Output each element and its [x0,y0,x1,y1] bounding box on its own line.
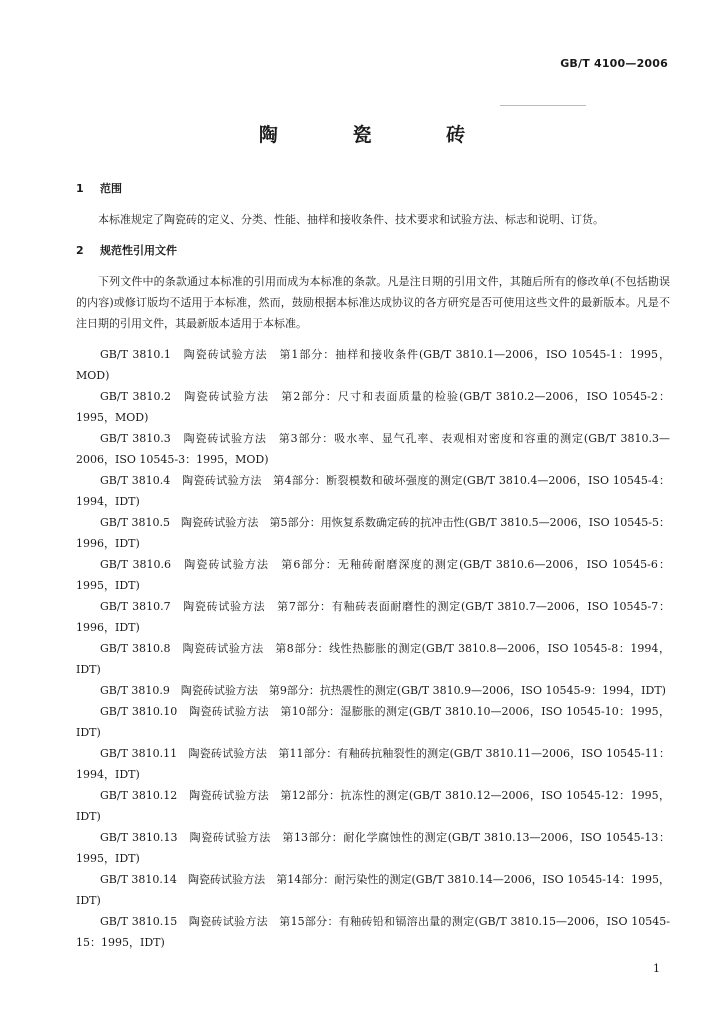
reference-item: GB/T 3810.12 陶瓷砖试验方法 第12部分：抗冻性的测定(GB/T 3810.12—2006，ISO 10545-12：1995，IDT) [76,789,670,823]
section-2-paragraph: 下列文件中的条款通过本标准的引用而成为本标准的条款。凡是注日期的引用文件，其随后所有的修改单(不包括勘误的内容)或修订版均不适用于本标准，然而，鼓励根据本标准达成协议的各方研究是否可使用这些文件的最新版本。凡是不注日期的引用文件，其最新版本适用于本标准。 [76,275,670,330]
section-2-number: 2 [76,244,84,257]
reference-item: GB/T 3810.5 陶瓷砖试验方法 第5部分：用恢复系数确定砖的抗冲击性(GB/T 3810.5—2006，ISO 10545-5：1996，IDT) [76,516,670,550]
section-2-heading [76,240,670,261]
reference-item: GB/T 3810.1 陶瓷砖试验方法 第1部分：抽样和接收条件(GB/T 3810.1—2006，ISO 10545-1：1995，MOD) [76,348,670,382]
section-1-paragraph: 本标准规定了陶瓷砖的定义、分类、性能、抽样和接收条件、技术要求和试验方法、标志和说明、订货。 [98,213,604,226]
reference-item: GB/T 3810.8 陶瓷砖试验方法 第8部分：线性热膨胀的测定(GB/T 3810.8—2006，ISO 10545-8：1994，IDT) [76,642,670,676]
standard-number-header: GB/T 4100—2006 [560,57,668,70]
page-number: 1 [653,962,660,975]
reference-item: GB/T 3810.15 陶瓷砖试验方法 第15部分：有釉砖铅和镉溶出量的测定(GB/T 3810.15—2006，ISO 10545-15：1995，IDT) [76,915,670,949]
reference-item: GB/T 3810.13 陶瓷砖试验方法 第13部分：耐化学腐蚀性的测定(GB/T 3810.13—2006，ISO 10545-13：1995，IDT) [76,831,670,865]
reference-item: GB/T 3810.7 陶瓷砖试验方法 第7部分：有釉砖表面耐磨性的测定(GB/T 3810.7—2006，ISO 10545-7：1996，IDT) [76,600,670,634]
section-2-title: 规范性引用文件 [100,244,177,257]
document-body [76,178,670,953]
reference-item: GB/T 3810.6 陶瓷砖试验方法 第6部分：无釉砖耐磨深度的测定(GB/T 3810.6—2006，ISO 10545-6：1995，IDT) [76,558,670,592]
reference-list [76,344,670,953]
reference-item: GB/T 3810.10 陶瓷砖试验方法 第10部分：湿膨胀的测定(GB/T 3810.10—2006，ISO 10545-10：1995，IDT) [76,705,670,739]
document-title: 陶 瓷 砖 [258,124,500,146]
reference-item: GB/T 3810.4 陶瓷砖试验方法 第4部分：断裂模数和破坏强度的测定(GB/T 3810.4—2006，ISO 10545-4：1994，IDT) [76,474,670,508]
reference-item: GB/T 3810.3 陶瓷砖试验方法 第3部分：吸水率、显气孔率、表观相对密度和容重的测定(GB/T 3810.3—2006，ISO 10545-3：1995，MOD) [76,432,670,466]
header-divider [500,105,586,106]
section-1-title: 范围 [100,182,122,195]
section-1-heading [76,178,670,199]
reference-item: GB/T 3810.11 陶瓷砖试验方法 第11部分：有釉砖抗釉裂性的测定(GB/T 3810.11—2006，ISO 10545-11：1994，IDT) [76,747,670,781]
section-1-number: 1 [76,182,84,195]
reference-item: GB/T 3810.14 陶瓷砖试验方法 第14部分：耐污染性的测定(GB/T 3810.14—2006，ISO 10545-14：1995，IDT) [76,873,670,907]
reference-item: GB/T 3810.2 陶瓷砖试验方法 第2部分：尺寸和表面质量的检验(GB/T 3810.2—2006，ISO 10545-2：1995，MOD) [76,390,670,424]
reference-item: GB/T 3810.9 陶瓷砖试验方法 第9部分：抗热震性的测定(GB/T 3810.9—2006，ISO 10545-9：1994，IDT) [100,684,666,697]
